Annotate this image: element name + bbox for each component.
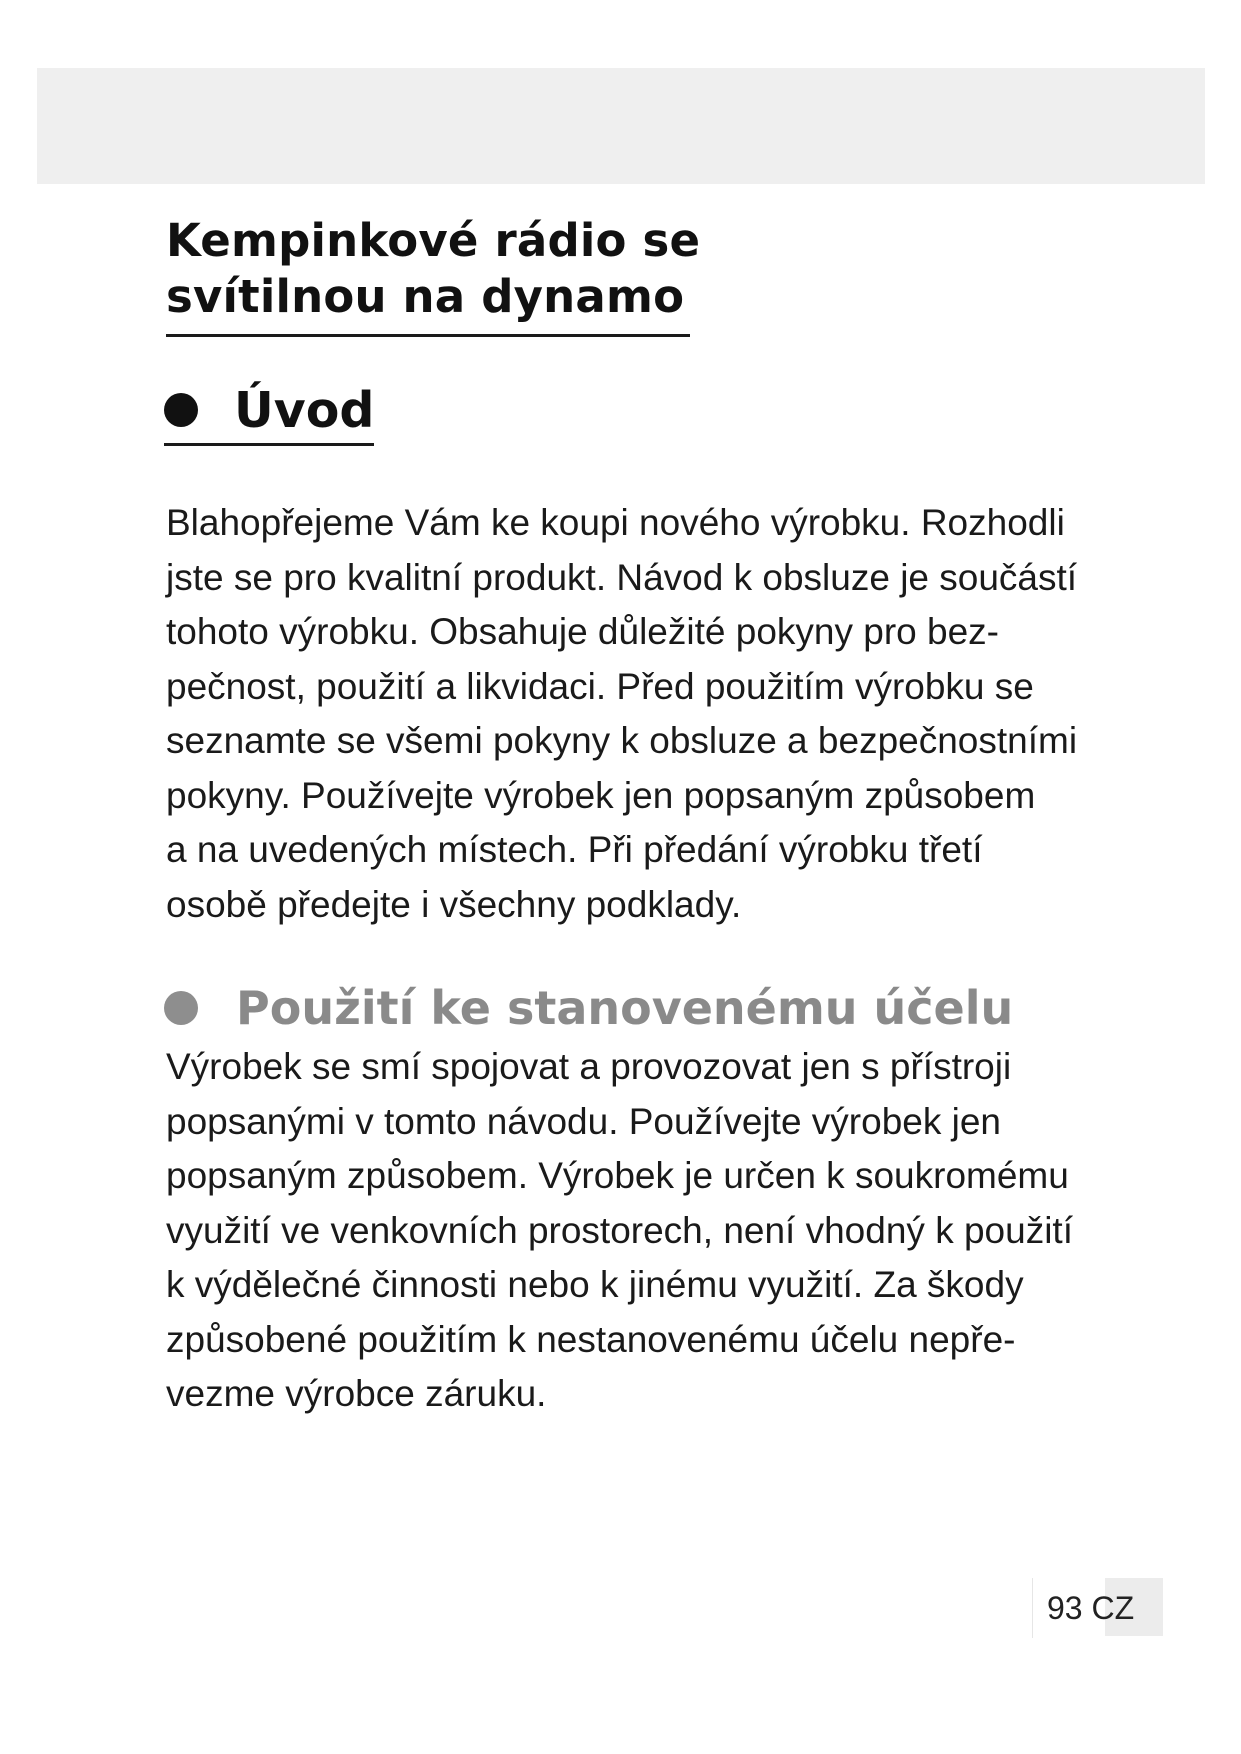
bullet-icon [164,991,198,1025]
paragraph-line: popsanými v tomto návodu. Používejte výrobek jen [166,1100,1002,1142]
paragraph-line: popsaným způsobem. Výrobek je určen k soukromému [166,1155,1069,1196]
page-number: 93 [1047,1589,1083,1626]
paragraph-line: Blahopřejeme Vám ke koupi nového výrobku. Rozhodli [166,502,1065,543]
intended-use-paragraph [166,1040,1073,1422]
page-label [1047,1590,1134,1627]
paragraph-line: vezme výrobce záruku. [166,1373,547,1414]
paragraph-line: pečnost, použití a likvidaci. Před použitím výrobku se [166,665,1034,707]
paragraph-line: k výdělečné činnosti nebo k jinému využití. Za škody [166,1264,1024,1305]
paragraph-line: osobě předejte i všechny podklady. [166,883,742,925]
paragraph-line: a na uvedených místech. Při předání výrobku třetí [166,829,983,870]
heading-underline [164,443,374,446]
paragraph-line: tohoto výrobku. Obsahuje důležité pokyny pro bez- [166,611,999,652]
page-footer [1032,1578,1165,1638]
section-heading-intended-use-text: Použití ke stanovenému účelu [236,981,1014,1035]
document-title [166,213,700,325]
header-band [37,68,1205,184]
language-code: CZ [1091,1589,1135,1626]
title-underline [166,334,690,337]
intro-paragraph [166,496,1077,932]
section-heading-intended-use [164,978,1013,1038]
paragraph-line: seznamte se všemi pokyny k obsluze a bezpečnostními [166,720,1078,761]
paragraph-line: pokyny. Používejte výrobek jen popsaným způsobem [166,774,1036,816]
bullet-icon [164,393,198,427]
section-heading-intro [164,380,374,440]
paragraph-line: Výrobek se smí spojovat a provozovat jen s přístroji [166,1046,1012,1087]
document-title-line-1: Kempinkové rádio se [166,214,701,267]
section-heading-intro-text: Úvod [234,381,375,439]
paragraph-line: jste se pro kvalitní produkt. Návod k obsluze je součástí [166,556,1078,598]
document-title-line-2: svítilnou na dynamo [166,270,685,323]
paragraph-line: využití ve venkovních prostorech, není vhodný k použití [166,1209,1073,1251]
paragraph-line: způsobené použitím k nestanovenému účelu nepře- [166,1318,1016,1360]
